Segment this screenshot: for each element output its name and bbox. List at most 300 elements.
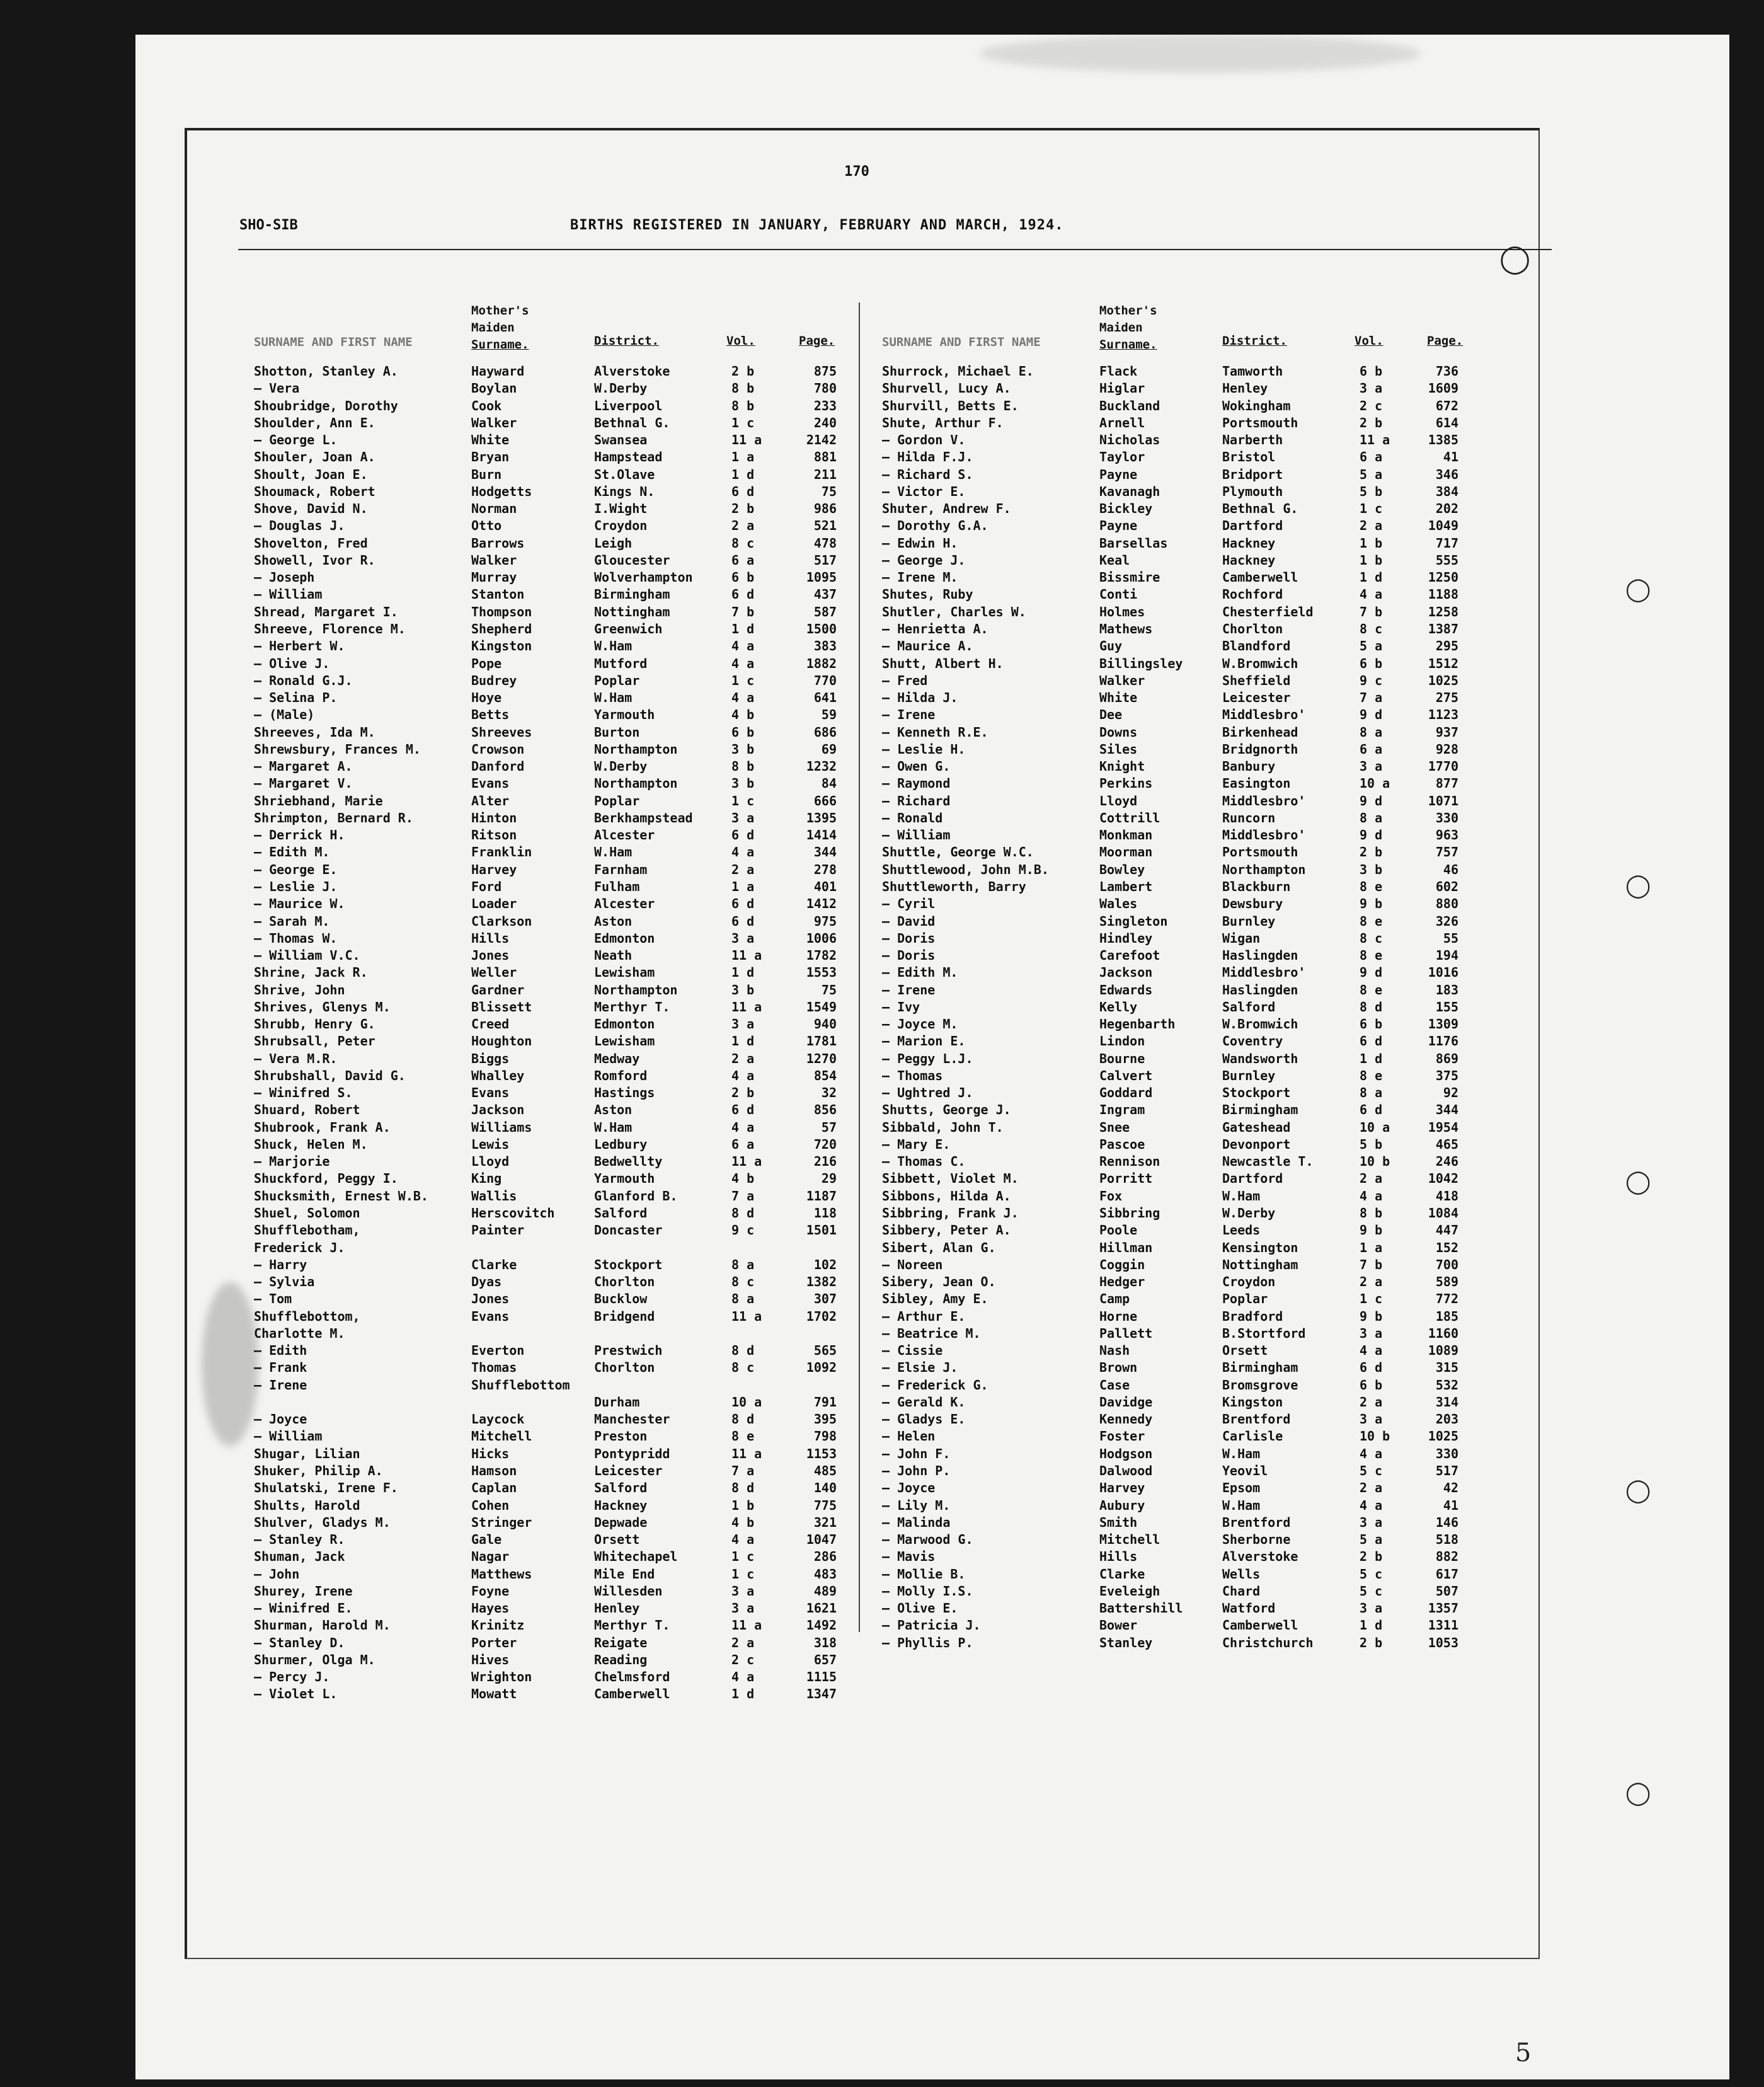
register-entry-row	[869, 1015, 1499, 1032]
entry-volume: 10 b	[1360, 1429, 1390, 1444]
entry-maiden-surname: Fox	[1099, 1188, 1123, 1204]
entry-maiden-surname: Evans	[471, 1085, 510, 1101]
entry-name: — Ronald	[882, 810, 943, 825]
entry-name: — Mary E.	[882, 1136, 951, 1152]
entry-maiden-surname: Murray	[471, 570, 517, 585]
entry-name: Sibbring, Frank J.	[882, 1205, 1019, 1221]
register-entry-row	[869, 1462, 1499, 1479]
entry-page: 882	[1435, 1549, 1458, 1565]
entry-name: — Leslie J.	[254, 878, 338, 894]
entry-page: 1115	[806, 1669, 837, 1685]
register-entry-row	[869, 1032, 1499, 1049]
register-entry-row	[869, 1599, 1499, 1616]
entry-volume: 8 e	[1360, 878, 1383, 894]
register-entry-row	[241, 1616, 871, 1633]
entry-volume: 9 d	[1360, 707, 1383, 723]
entry-page: 489	[813, 1583, 837, 1599]
entry-volume: 9 b	[1360, 1308, 1383, 1324]
entry-maiden-surname: Calvert	[1099, 1067, 1153, 1083]
binder-hole-icon: ◯	[1625, 1169, 1651, 1195]
entry-maiden-surname: Dyas	[471, 1274, 502, 1290]
entry-volume: 9 c	[731, 1222, 755, 1238]
entry-maiden-surname: Lambert	[1099, 878, 1153, 894]
entry-volume: 1 c	[731, 1549, 755, 1565]
entry-district: Middlesbro'	[1222, 793, 1306, 808]
entry-volume: 7 a	[1360, 690, 1383, 706]
entry-name: — Noreen	[882, 1256, 943, 1272]
entry-district: W.Ham	[594, 1119, 633, 1135]
entry-page: 770	[813, 672, 837, 688]
entry-name: Shurey, Irene	[254, 1583, 353, 1599]
entry-page: 395	[813, 1411, 837, 1427]
register-entry-row	[241, 706, 871, 723]
entry-district: Liverpool	[594, 398, 663, 413]
register-entry-row	[241, 689, 871, 706]
entry-page: 383	[813, 638, 837, 654]
entry-maiden-surname: Loader	[471, 896, 517, 912]
entry-page: 1092	[806, 1360, 837, 1376]
entry-maiden-surname: Evans	[471, 776, 510, 791]
entry-volume: 2 b	[1360, 1635, 1383, 1650]
entry-page: 986	[813, 501, 837, 517]
entry-district: Hampstead	[594, 449, 663, 465]
register-entry-row	[869, 809, 1499, 826]
entry-volume: 8 e	[1360, 913, 1383, 929]
entry-maiden-surname: Ford	[471, 878, 502, 894]
entry-maiden-surname: Jones	[471, 948, 510, 963]
entry-maiden-surname: Lloyd	[471, 1154, 510, 1170]
register-entry-row	[241, 1582, 871, 1599]
entry-volume: 4 a	[731, 1532, 755, 1548]
entry-maiden-surname: Laycock	[471, 1411, 525, 1427]
register-entry-row	[869, 946, 1499, 963]
entry-name: — Hilda F.J.	[882, 449, 973, 465]
entry-page: 246	[1435, 1154, 1458, 1170]
entry-maiden-surname: Conti	[1099, 587, 1138, 602]
entry-volume: 4 a	[731, 638, 755, 654]
entry-district: Poplar	[594, 793, 640, 808]
register-entry-row	[869, 500, 1499, 517]
entry-maiden-surname: Moorman	[1099, 844, 1153, 860]
entry-name: — Irene M.	[882, 570, 958, 585]
entry-page: 1512	[1428, 655, 1458, 671]
entry-volume: 1 d	[1360, 570, 1383, 585]
entry-district: Wolverhampton	[594, 570, 693, 585]
entry-name: — William	[882, 827, 951, 843]
register-entry-row	[241, 551, 871, 568]
entry-volume: 8 e	[731, 1429, 755, 1444]
entry-maiden-surname: Monkman	[1099, 827, 1153, 843]
entry-name: — Cyril	[882, 896, 936, 912]
entry-volume: 3 a	[731, 1583, 755, 1599]
entry-maiden-surname: Carefoot	[1099, 948, 1160, 963]
entry-district: Northampton	[594, 776, 678, 791]
entry-name: — Edith M.	[254, 844, 330, 860]
right-entries	[869, 362, 1499, 1651]
register-entry-row	[869, 1308, 1499, 1325]
entry-maiden-surname: Rennison	[1099, 1154, 1160, 1170]
entry-page: 589	[1435, 1274, 1458, 1290]
binder-hole-icon: ◯	[1625, 1780, 1651, 1806]
entry-volume: 5 b	[1360, 1136, 1383, 1152]
register-entry-row	[241, 861, 871, 878]
entry-district: Tamworth	[1222, 364, 1283, 379]
entry-volume: 1 d	[731, 1686, 755, 1702]
entry-maiden-surname: Evans	[471, 1308, 510, 1324]
entry-district: Dewsbury	[1222, 896, 1283, 912]
entry-district: Croydon	[594, 518, 648, 534]
entry-name: Shrimpton, Bernard R.	[254, 810, 413, 825]
entry-page: 1160	[1428, 1325, 1458, 1341]
entry-maiden-surname: Jones	[471, 1291, 510, 1307]
entry-page: 1258	[1428, 604, 1458, 619]
entry-maiden-surname: Shreeves	[471, 724, 532, 740]
entry-volume: 9 d	[1360, 965, 1383, 980]
entry-district: Willesden	[594, 1583, 663, 1599]
entry-district: Portsmouth	[1222, 415, 1298, 430]
entry-page: 307	[813, 1291, 837, 1307]
entry-district: W.Bromwich	[1222, 655, 1298, 671]
entry-name: — Joyce	[254, 1411, 307, 1427]
entry-district: Ledbury	[594, 1136, 648, 1152]
entry-maiden-surname: Kennedy	[1099, 1411, 1153, 1427]
entry-volume: 6 b	[731, 724, 755, 740]
entry-district: Leigh	[594, 535, 633, 551]
entry-maiden-surname: Nicholas	[1099, 432, 1160, 448]
entry-maiden-surname: Caplan	[471, 1480, 517, 1496]
entry-volume: 3 b	[731, 776, 755, 791]
entry-maiden-surname: Pascoe	[1099, 1136, 1145, 1152]
entry-volume: 5 a	[1360, 638, 1383, 654]
entry-district: Aston	[594, 1102, 633, 1118]
entry-page: 1414	[806, 827, 837, 843]
entry-name: — Thomas C.	[882, 1154, 966, 1170]
entry-maiden-surname: Hayward	[471, 364, 525, 379]
entry-volume: 8 c	[731, 535, 755, 551]
entry-district: Swansea	[594, 432, 648, 448]
entry-name: — John	[254, 1566, 300, 1582]
entry-name: — Olive J.	[254, 655, 330, 671]
entry-district: Bethnal G.	[594, 415, 670, 430]
entry-maiden-surname: Foster	[1099, 1429, 1145, 1444]
entry-maiden-surname: Whalley	[471, 1067, 525, 1083]
register-entry-row	[241, 1342, 871, 1359]
entry-name: Shurmer, Olga M.	[254, 1652, 375, 1667]
entry-name: — Arthur E.	[882, 1308, 966, 1324]
entry-page: 1232	[806, 759, 837, 774]
entry-volume: 8 e	[1360, 948, 1383, 963]
binder-hole-icon: ◯	[1625, 1478, 1651, 1503]
entry-maiden-surname: Eveleigh	[1099, 1583, 1160, 1599]
entry-page: 203	[1435, 1411, 1458, 1427]
register-entry-row	[241, 1221, 871, 1238]
register-entry-row	[241, 912, 871, 929]
entry-name: Shurman, Harold M.	[254, 1618, 391, 1633]
register-entry-row	[241, 1050, 871, 1067]
entry-page: 152	[1435, 1239, 1458, 1255]
entry-maiden-surname: Payne	[1099, 518, 1138, 534]
entry-volume: 1 a	[1360, 1239, 1383, 1255]
entry-page: 1042	[1428, 1171, 1458, 1187]
ink-smudge	[980, 35, 1421, 72]
entry-maiden-surname: Camp	[1099, 1291, 1130, 1307]
entry-page: 146	[1435, 1514, 1458, 1530]
entry-page: 657	[813, 1652, 837, 1667]
entry-maiden-surname: Goddard	[1099, 1085, 1153, 1101]
entry-volume: 4 a	[1360, 1446, 1383, 1461]
entry-page: 346	[1435, 466, 1458, 482]
entry-district: Coventry	[1222, 1033, 1283, 1049]
entry-maiden-surname: Hamson	[471, 1463, 517, 1478]
entry-maiden-surname: Bissmire	[1099, 570, 1160, 585]
entry-volume: 10 a	[1360, 1119, 1390, 1135]
entry-name: Shrives, Glenys M.	[254, 999, 391, 1015]
entry-volume: 6 d	[731, 913, 755, 929]
header-divider	[238, 249, 1552, 250]
entry-maiden-surname: Hives	[471, 1652, 510, 1667]
register-entry-row	[241, 1376, 871, 1393]
entry-district: Watford	[1222, 1601, 1276, 1616]
entry-maiden-surname: Singleton	[1099, 913, 1168, 929]
entry-volume: 4 a	[1360, 1497, 1383, 1513]
register-entry-row	[869, 517, 1499, 534]
entry-name: Shreeves, Ida M.	[254, 724, 375, 740]
register-entry-row	[241, 1599, 871, 1616]
entry-volume: 1 c	[731, 793, 755, 808]
register-entry-row	[869, 1565, 1499, 1582]
entry-district: Glanford B.	[594, 1188, 678, 1204]
entry-volume: 2 c	[1360, 398, 1383, 413]
entry-volume: 6 a	[731, 1136, 755, 1152]
entry-district: Northampton	[1222, 861, 1306, 877]
entry-page: 330	[1435, 810, 1458, 825]
entry-name: Shoulder, Ann E.	[254, 415, 375, 430]
entry-page: 1270	[806, 1050, 837, 1066]
entry-page: 875	[813, 364, 837, 379]
register-entry-row	[241, 1187, 871, 1204]
entry-page: 314	[1435, 1394, 1458, 1410]
entry-district: Bridport	[1222, 466, 1283, 482]
entry-volume: 6 b	[1360, 1377, 1383, 1393]
register-entry-row	[869, 1067, 1499, 1084]
entry-maiden-surname: Battershill	[1099, 1601, 1183, 1616]
entry-maiden-surname: Payne	[1099, 466, 1138, 482]
entry-volume: 3 a	[1360, 1325, 1383, 1341]
entry-page: 517	[813, 552, 837, 568]
entry-maiden-surname: Horne	[1099, 1308, 1138, 1324]
entry-page: 1053	[1428, 1635, 1458, 1650]
entry-maiden-surname: Houghton	[471, 1033, 532, 1049]
entry-district: Preston	[594, 1429, 648, 1444]
entry-maiden-surname: Snee	[1099, 1119, 1130, 1135]
entry-maiden-surname: Mitchell	[471, 1429, 532, 1444]
entry-volume: 6 d	[1360, 1102, 1383, 1118]
entry-volume: 11 a	[731, 1154, 762, 1170]
entry-name: Shuckford, Peggy I.	[254, 1171, 398, 1187]
entry-page: 286	[813, 1549, 837, 1565]
entry-page: 881	[813, 449, 837, 465]
entry-district: Plymouth	[1222, 483, 1283, 499]
margin-mark: 5	[1515, 2038, 1532, 2067]
entry-volume: 8 e	[1360, 1067, 1383, 1083]
entry-volume: 1 b	[731, 1497, 755, 1513]
entry-page: 1016	[1428, 965, 1458, 980]
entry-maiden-surname: Clarke	[471, 1256, 517, 1272]
left-entries	[241, 362, 871, 1703]
entry-volume: 7 a	[731, 1188, 755, 1204]
entry-volume: 6 d	[1360, 1033, 1383, 1049]
entry-volume: 2 a	[1360, 1480, 1383, 1496]
entry-district: Wigan	[1222, 930, 1261, 946]
register-entry-row	[869, 1101, 1499, 1118]
entry-maiden-surname: Hodgson	[1099, 1446, 1153, 1461]
entry-page: 1089	[1428, 1343, 1458, 1359]
entry-name: Shurrock, Michael E.	[882, 364, 1034, 379]
entry-name: — Ivy	[882, 999, 920, 1015]
entry-volume: 8 c	[1360, 930, 1383, 946]
entry-volume: 1 d	[1360, 1618, 1383, 1633]
entry-district: Blandford	[1222, 638, 1291, 654]
register-entry-row	[241, 946, 871, 963]
register-entry-row	[241, 1015, 871, 1032]
register-entry-row	[241, 723, 871, 740]
register-entry-row	[869, 655, 1499, 672]
entry-volume: 4 b	[731, 1171, 755, 1187]
entry-name: — Vera M.R.	[254, 1050, 338, 1066]
entry-district: Berkhampstead	[594, 810, 693, 825]
entry-page: 1621	[806, 1601, 837, 1616]
entry-page: 233	[813, 398, 837, 413]
entry-maiden-surname: Barsellas	[1099, 535, 1168, 551]
register-entry-row	[869, 466, 1499, 483]
entry-page: 1025	[1428, 1429, 1458, 1444]
entry-page: 1176	[1428, 1033, 1458, 1049]
entry-district: Bradford	[1222, 1308, 1283, 1324]
entry-district: Alverstoke	[1222, 1549, 1298, 1565]
entry-district: Poplar	[1222, 1291, 1268, 1307]
register-entry-row	[869, 672, 1499, 689]
register-entry-row	[241, 1462, 871, 1479]
register-entry-row	[241, 1084, 871, 1101]
entry-district: Northampton	[594, 741, 678, 757]
entry-district: Bridgend	[594, 1308, 655, 1324]
register-entry-row	[869, 1479, 1499, 1496]
register-entry-row	[869, 1239, 1499, 1256]
right-column-header	[869, 302, 1499, 362]
entry-name: — William	[254, 587, 323, 602]
entry-volume: 6 a	[731, 552, 755, 568]
entry-district: Camberwell	[1222, 1618, 1298, 1633]
entry-volume: 3 b	[1360, 861, 1383, 877]
register-entry-row	[869, 1359, 1499, 1376]
entry-maiden-surname: Hillman	[1099, 1239, 1153, 1255]
entry-district: Hackney	[1222, 552, 1276, 568]
entry-volume: 11 a	[731, 432, 762, 448]
register-entry-row	[869, 534, 1499, 551]
entry-name: Shrubsall, Peter	[254, 1033, 375, 1049]
entry-name: Shoumack, Robert	[254, 483, 375, 499]
entry-name: — Violet L.	[254, 1686, 338, 1702]
entry-maiden-surname: Coggin	[1099, 1256, 1145, 1272]
entry-volume: 3 a	[731, 810, 755, 825]
entry-name: — (Male)	[254, 707, 315, 723]
entry-name: — Mavis	[882, 1549, 936, 1565]
entry-name: Shrubshall, David G.	[254, 1067, 406, 1083]
register-entry-row	[241, 929, 871, 946]
entry-name: — Douglas J.	[254, 518, 345, 534]
entry-district: Kings N.	[594, 483, 655, 499]
entry-name: — Molly I.S.	[882, 1583, 973, 1599]
entry-maiden-surname: Buckland	[1099, 398, 1160, 413]
entry-district: Reigate	[594, 1635, 648, 1650]
entry-name: — George L.	[254, 432, 338, 448]
entry-district: Henley	[594, 1601, 640, 1616]
entry-maiden-surname: Ingram	[1099, 1102, 1145, 1118]
register-entry-row	[869, 448, 1499, 465]
entry-maiden-surname: White	[1099, 690, 1138, 706]
entry-volume: 6 a	[1360, 741, 1383, 757]
entry-page: 717	[1435, 535, 1458, 551]
entry-maiden-surname: Kingston	[471, 638, 532, 654]
entry-name: — Irene	[254, 1377, 307, 1393]
register-entry-row	[869, 1170, 1499, 1187]
entry-district: Bristol	[1222, 449, 1276, 465]
entry-page: 587	[813, 604, 837, 619]
entry-name: Shoubridge, Dorothy	[254, 398, 398, 413]
entry-volume: 4 a	[731, 1669, 755, 1685]
entry-volume: 6 d	[731, 483, 755, 499]
entry-maiden-surname: Knight	[1099, 759, 1145, 774]
register-entry-row	[241, 1256, 871, 1273]
entry-maiden-surname: Ritson	[471, 827, 517, 843]
register-entry-row	[869, 843, 1499, 860]
register-entry-row	[241, 826, 871, 843]
entry-name: — Raymond	[882, 776, 951, 791]
entry-maiden-surname: Mitchell	[1099, 1532, 1160, 1548]
entry-page: 32	[821, 1085, 837, 1101]
entry-maiden-surname: Jackson	[471, 1102, 525, 1118]
entry-page: 772	[1435, 1291, 1458, 1307]
entry-page: 1006	[806, 930, 837, 946]
page-number: 170	[844, 164, 869, 180]
entry-district: Leicester	[1222, 690, 1291, 706]
entry-page: 1382	[806, 1274, 837, 1290]
register-entry-row	[869, 1135, 1499, 1153]
entry-district: Dartford	[1222, 518, 1283, 534]
entry-maiden-surname: Matthews	[471, 1566, 532, 1582]
register-entry-row	[869, 826, 1499, 843]
entry-name: — Richard	[882, 793, 951, 808]
entry-page: 2142	[806, 432, 837, 448]
entry-name: — Harry	[254, 1256, 307, 1272]
entry-volume: 7 b	[731, 604, 755, 619]
entry-page: 700	[1435, 1256, 1458, 1272]
register-entry-row	[869, 723, 1499, 740]
entry-volume: 6 b	[1360, 1016, 1383, 1032]
entry-page: 240	[813, 415, 837, 430]
entry-district: Bucklow	[594, 1291, 648, 1307]
register-entry-row	[241, 362, 871, 379]
entry-maiden-surname: Lloyd	[1099, 793, 1138, 808]
entry-district: Kingston	[1222, 1394, 1283, 1410]
entry-name: Shurvill, Betts E.	[882, 398, 1019, 413]
entry-volume: 4 a	[731, 844, 755, 860]
entry-maiden-surname: Clarke	[1099, 1566, 1145, 1582]
register-entry-row	[241, 878, 871, 895]
entry-page: 1549	[806, 999, 837, 1015]
entry-district: Medway	[594, 1050, 640, 1066]
entry-page: 75	[821, 982, 837, 998]
